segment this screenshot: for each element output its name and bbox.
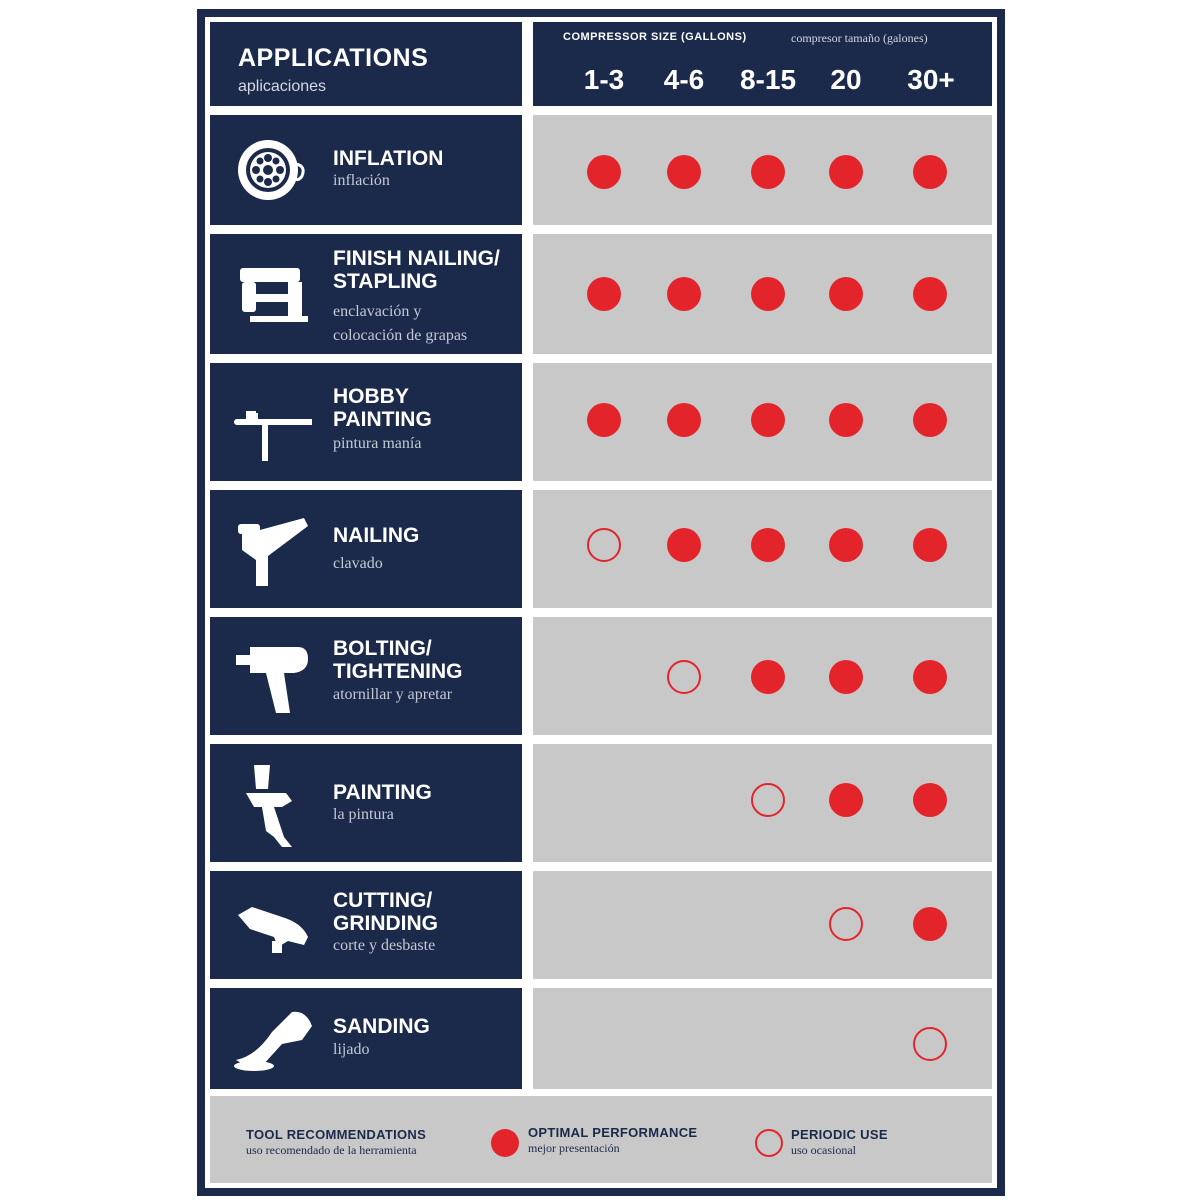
app-subtitle-cutting: corte y desbaste — [333, 937, 436, 954]
legend-tool-title: TOOL RECOMMENDATIONS — [246, 1127, 427, 1142]
legend-optimal-dot — [491, 1129, 519, 1157]
legend-optimal-title: OPTIMAL PERFORMANCE — [528, 1125, 698, 1140]
compressor-size-title: COMPRESSOR SIZE (GALLONS) — [563, 31, 747, 43]
size-label-1-3: 1-3 — [583, 64, 625, 95]
app-subtitle-nailing: clavado — [333, 555, 383, 572]
rating-dot-optimal — [667, 403, 701, 437]
legend-periodic-title: PERIODIC USE — [791, 1127, 888, 1142]
rating-dot-optimal — [913, 783, 947, 817]
applications-subtitle: aplicaciones — [238, 78, 327, 95]
size-label-8-15: 8-15 — [739, 64, 797, 95]
legend-optimal-subtitle: mejor presentación — [528, 1141, 620, 1155]
rating-dot-optimal — [751, 155, 785, 189]
airbrush-icon — [232, 383, 312, 463]
rating-dot-optimal — [751, 660, 785, 694]
rating-dot-periodic — [913, 1027, 947, 1061]
rating-dot-optimal — [829, 528, 863, 562]
app-subtitle-hobby-painting: pintura manía — [333, 435, 422, 452]
size-label-30-plus: 30+ — [907, 64, 955, 95]
rating-dot-optimal — [829, 155, 863, 189]
rating-dot-optimal — [751, 528, 785, 562]
app-row-bolting — [210, 617, 522, 735]
rating-dot-optimal — [913, 528, 947, 562]
rating-dot-optimal — [913, 155, 947, 189]
rating-dot-optimal — [913, 660, 947, 694]
app-title-cutting: CUTTING/ GRINDING — [333, 889, 438, 935]
legend-periodic-subtitle: uso ocasional — [791, 1143, 856, 1157]
app-title-nailing: NAILING — [333, 524, 420, 547]
rating-dot-optimal — [913, 277, 947, 311]
rating-dot-periodic — [829, 907, 863, 941]
applications-title: APPLICATIONS — [238, 44, 429, 72]
rating-dot-optimal — [913, 907, 947, 941]
rating-dot-optimal — [751, 277, 785, 311]
rating-dot-periodic — [667, 660, 701, 694]
app-subtitle-finish-nailing: enclavación y colocación de grapas — [333, 303, 468, 344]
rating-dot-optimal — [667, 528, 701, 562]
app-row-nailing — [210, 490, 522, 608]
app-row-cutting — [210, 871, 522, 979]
app-subtitle-painting: la pintura — [333, 806, 394, 823]
rating-dot-optimal — [587, 155, 621, 189]
app-title-hobby-painting: HOBBY PAINTING — [333, 385, 432, 431]
app-row-sanding — [210, 988, 522, 1089]
impact-wrench-icon — [232, 635, 312, 715]
rating-dot-optimal — [913, 403, 947, 437]
compressor-size-subtitle: compresor tamaño (galones) — [791, 31, 928, 45]
app-title-sanding: SANDING — [333, 1015, 430, 1038]
legend-tool-subtitle: uso recomendado de la herramienta — [246, 1143, 417, 1157]
app-title-painting: PAINTING — [333, 781, 432, 804]
app-title-inflation: INFLATION — [333, 147, 444, 170]
app-title-finish-nailing: FINISH NAILING/ STAPLING — [333, 247, 500, 293]
app-title-bolting: BOLTING/ TIGHTENING — [333, 637, 463, 683]
rating-dot-optimal — [829, 277, 863, 311]
sander-icon — [232, 1000, 312, 1080]
spray-gun-icon — [232, 758, 312, 848]
stapler-icon — [232, 254, 312, 334]
size-label-20: 20 — [830, 64, 862, 95]
rating-dot-optimal — [587, 403, 621, 437]
rating-dot-optimal — [751, 403, 785, 437]
app-subtitle-bolting: atornillar y apretar — [333, 686, 453, 703]
legend-periodic-dot — [755, 1129, 783, 1157]
rating-dot-optimal — [829, 783, 863, 817]
app-row-painting — [210, 744, 522, 862]
applications-header — [210, 22, 522, 106]
rating-dot-optimal — [829, 403, 863, 437]
nail-gun-icon — [232, 510, 312, 590]
rating-dot-periodic — [751, 783, 785, 817]
app-row-hobby-painting — [210, 363, 522, 481]
rating-dot-optimal — [667, 155, 701, 189]
rating-dot-optimal — [829, 660, 863, 694]
rating-dot-optimal — [667, 277, 701, 311]
compressor-size-header — [533, 22, 992, 106]
rating-dot-periodic — [587, 528, 621, 562]
legend — [210, 1096, 992, 1183]
tire-inflator-icon — [232, 130, 312, 210]
size-label-4-6: 4-6 — [663, 64, 705, 95]
app-subtitle-sanding: lijado — [333, 1041, 370, 1058]
app-subtitle-inflation: inflación — [333, 172, 390, 189]
grinder-icon — [232, 885, 312, 965]
rating-dot-optimal — [587, 277, 621, 311]
app-row-inflation — [210, 115, 522, 225]
app-row-finish-nailing — [210, 234, 522, 354]
